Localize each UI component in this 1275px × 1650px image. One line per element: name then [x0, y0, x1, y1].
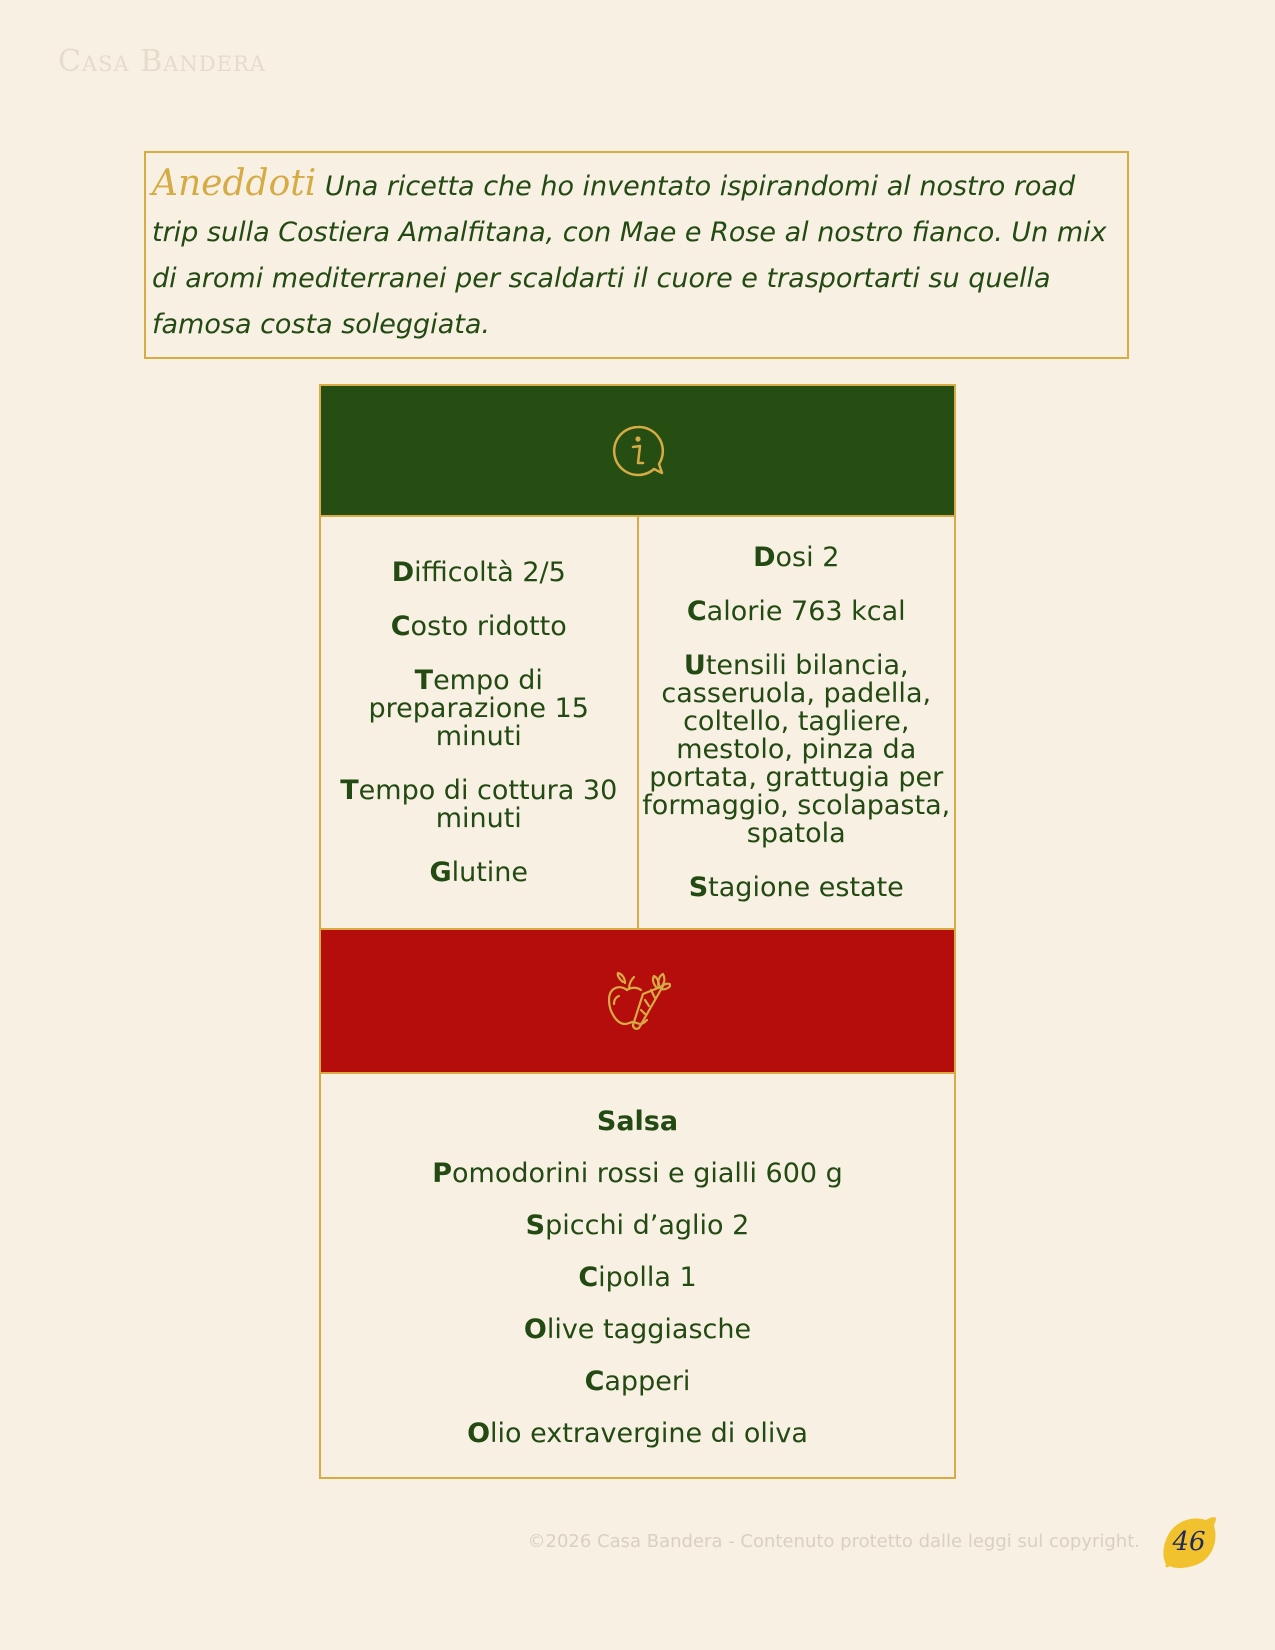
info-item-text: empo di preparazione 15 minuti	[368, 664, 589, 752]
ingredient-text: live taggiasche	[546, 1314, 752, 1345]
info-item-text: lutine	[451, 856, 529, 888]
anecdote-text: Una ricetta che ho inventato ispirandomi al nostro road trip sulla Costiera Amalfitana, con Mae e Rose al nostro fianco. Un mix di aromi mediterranei per scaldarti il cuore e trasportarti su quella famosa costa soleggiata.	[152, 171, 1107, 340]
info-item-prep-time	[323, 664, 635, 752]
info-item-calories	[686, 595, 906, 627]
brand-watermark: Casa Bandera	[58, 44, 266, 79]
ingredient-initial: O	[523, 1314, 547, 1345]
info-item-text: tagione estate	[708, 871, 904, 903]
ingredients-header-band	[321, 928, 954, 1074]
page-number: 46	[1172, 1527, 1206, 1557]
info-item-season	[688, 871, 904, 903]
info-item-cook-time	[323, 774, 635, 834]
info-item-text: osto ridotto	[410, 610, 567, 642]
info-columns	[321, 517, 954, 928]
info-item-initial: S	[688, 871, 709, 903]
info-item-initial: T	[414, 664, 434, 696]
info-item-gluten	[429, 856, 529, 888]
ingredient-text: apperi	[604, 1366, 691, 1397]
ingredients-section-title: Salsa	[596, 1106, 679, 1137]
ingredient-text: lio extravergine di oliva	[490, 1418, 808, 1449]
info-item-servings	[753, 541, 840, 573]
info-item-text: empo di cottura 30 minuti	[358, 774, 618, 834]
info-item-text: tensili bilancia, casseruola, padella, coltello, tagliere, mestolo, pinza da portata, grattugia per formaggio, scolapasta, spatola	[642, 649, 951, 849]
info-item-initial: T	[340, 774, 359, 806]
list-item	[467, 1420, 808, 1448]
info-item-difficulty	[391, 556, 566, 588]
info-item-initial: G	[429, 856, 452, 888]
apple-carrot-icon	[605, 970, 671, 1032]
ingredients-list	[321, 1072, 954, 1477]
info-item-cost	[390, 610, 567, 642]
info-item-text: alorie 763 kcal	[706, 595, 906, 627]
anecdote-text-block	[152, 161, 1121, 348]
info-item-initial: U	[683, 649, 706, 681]
info-speech-bubble-icon	[610, 423, 666, 479]
info-item-text: osi 2	[775, 541, 840, 573]
info-item-initial: D	[391, 556, 415, 588]
info-item-initial: C	[686, 595, 707, 627]
ingredient-initial: S	[525, 1210, 546, 1241]
ingredient-text: ipolla 1	[598, 1262, 697, 1293]
info-item-text: ifficoltà 2/5	[414, 556, 566, 588]
info-column-left	[321, 517, 639, 928]
ingredient-initial: C	[584, 1366, 605, 1397]
info-item-initial: D	[753, 541, 776, 573]
anecdote-box	[144, 151, 1129, 359]
list-item	[578, 1264, 696, 1292]
ingredient-initial: P	[432, 1158, 453, 1189]
page-number-badge	[1160, 1514, 1218, 1570]
ingredient-text: picchi d’aglio 2	[545, 1210, 750, 1241]
copyright-notice: ©2026 Casa Bandera - Contenuto protetto dalle leggi sul copyright.	[527, 1531, 1140, 1552]
list-item	[524, 1316, 751, 1344]
recipe-table	[319, 384, 956, 1479]
list-item	[585, 1368, 691, 1396]
info-column-right	[639, 517, 955, 928]
ingredient-initial: O	[467, 1418, 491, 1449]
ingredient-initial: C	[578, 1262, 599, 1293]
list-item	[432, 1160, 843, 1188]
anecdote-lead: Aneddoti	[152, 163, 317, 204]
info-item-utensils	[641, 649, 953, 849]
list-item	[526, 1212, 750, 1240]
info-header-band	[321, 386, 954, 517]
ingredient-text: omodorini rossi e gialli 600 g	[452, 1158, 843, 1189]
info-item-initial: C	[390, 610, 411, 642]
